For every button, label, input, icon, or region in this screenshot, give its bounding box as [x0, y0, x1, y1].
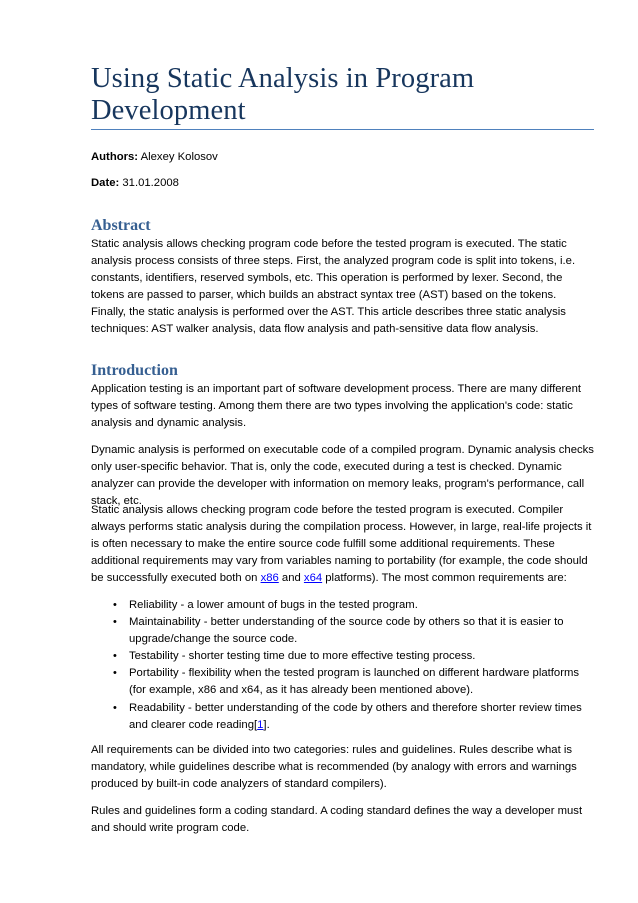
intro-p3-before: Static analysis allows checking program code before the tested program is executed. Compiler always performs static analysis during the compilation process. However, in large, real-life projects it is often necessary to make the entire source code fulfill some additional requirements. These additional requirements may vary from variables naming to portability (for example, the code should be successfully executed both on	[91, 504, 592, 585]
list-item-tail: .	[266, 718, 270, 731]
bullet-icon: •	[113, 650, 117, 663]
abstract-paragraph: Static analysis allows checking program code before the tested program is executed. The static analysis process consists of three steps. First, the analyzed program code is split into tokens, i.e. constants, identifiers, reserved symbols, etc. This operation is performed by lexer. Second, the tokens are passed to parser, which builds an abstract syntax tree (AST) based on the tokens. Finally, the static analysis is performed over the AST. This article describes three static analysis techniques: AST walker analysis, data flow analysis and path-sensitive data flow analysis.	[91, 238, 576, 336]
x64-link[interactable]: x64	[303, 572, 323, 585]
authors-label: Authors:	[91, 151, 139, 163]
intro-paragraph-1: Application testing is an important part of software development process. There are many different types of software testing. Among them there are two types involving the application's code: static analysis and dynamic analysis.	[91, 383, 582, 430]
bullet-icon: •	[113, 616, 117, 629]
date-label: Date:	[91, 177, 120, 189]
bullet-icon: •	[113, 599, 117, 611]
list-item-testability	[91, 648, 594, 665]
title-underline	[91, 129, 594, 130]
list-item-reliability	[91, 597, 594, 614]
authors-line	[91, 150, 218, 165]
abstract-heading: Abstract	[91, 217, 151, 234]
list-item-portability	[91, 665, 594, 699]
list-item-text: Maintainability - better understanding of the source code by others so that it is easier to upgrade/change the source code.	[129, 616, 564, 646]
intro-paragraph-3	[91, 502, 594, 587]
date-line	[91, 176, 179, 191]
intro-paragraph-2: Dynamic analysis is performed on executable code of a compiled program. Dynamic analysis checks only user-specific behavior. That is, only the code, executed during a test is checked. Dynamic analyzer can provide the developer with information on memory leaks, program's performance, call stack, etc.	[91, 444, 594, 508]
bullet-icon: •	[113, 701, 117, 714]
intro-p3-after: platforms). The most common requirements are:	[322, 572, 567, 585]
list-item-readability: • Readability - better understanding of the code by others and therefore shorter review times and clearer code reading[1].	[113, 701, 582, 731]
document-title: Using Static Analysis in Program Development	[91, 63, 475, 126]
bullet-icon: •	[113, 667, 117, 680]
list-item-text: Testability - shorter testing time due to more effective testing process.	[129, 650, 476, 663]
intro-paragraph-4: All requirements can be divided into two categories: rules and guidelines. Rules describe what is mandatory, while guidelines describe what is recommended (by analogy with errors and warnings produced by built-in code analyzers of standard compilers).	[91, 744, 577, 791]
date-value: 31.01.2008	[122, 177, 179, 189]
authors-value: Alexey Kolosov	[140, 151, 218, 163]
x86-link[interactable]: x86	[260, 572, 279, 585]
intro-paragraph-5: Rules and guidelines form a coding standard. A coding standard defines the way a developer must and should write program code.	[91, 805, 583, 835]
list-item-text: Readability - better understanding of the code by others and therefore shorter review times and clearer code reading	[129, 701, 582, 731]
reference-link-1[interactable]: 1	[257, 718, 264, 731]
introduction-heading: Introduction	[91, 362, 178, 379]
requirements-list	[91, 597, 594, 734]
intro-p3-middle: and	[278, 572, 304, 585]
list-item-text: Portability - flexibility when the tested program is launched on different hardware platforms (for example, x86 and x64, as it has already been mentioned above).	[129, 667, 580, 697]
list-item-maintainability	[91, 614, 594, 648]
list-item-text: Reliability - a lower amount of bugs in the tested program.	[129, 599, 418, 611]
